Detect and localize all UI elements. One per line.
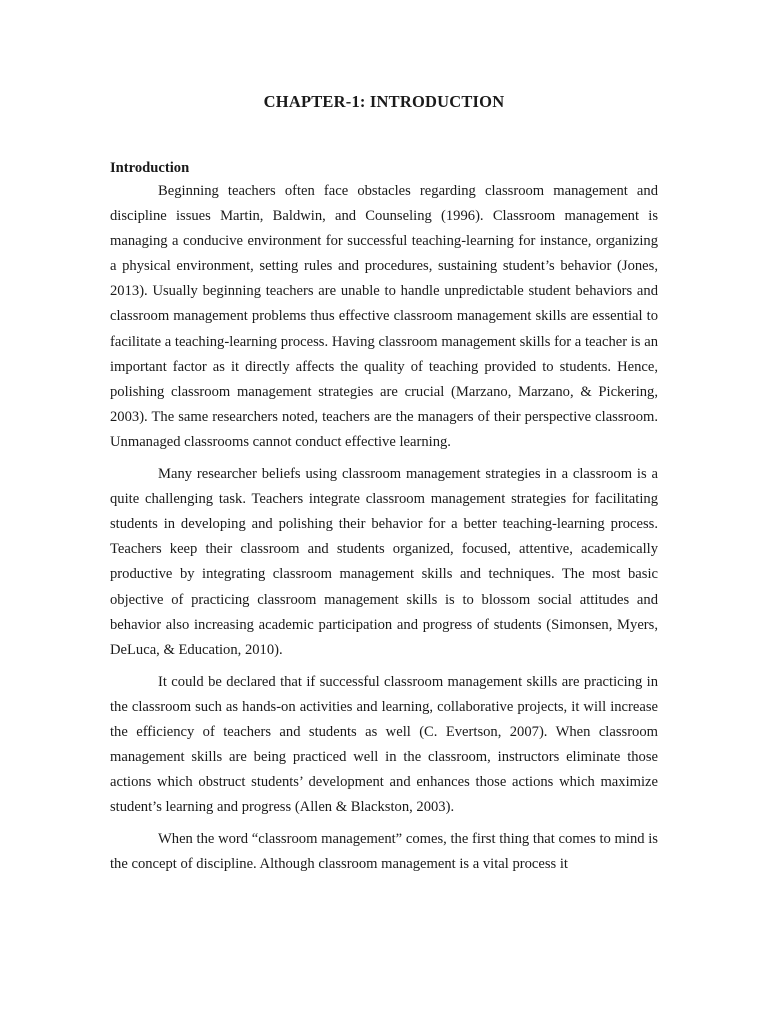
paragraph-3: It could be declared that if successful classroom management skills are practicing in the classroom such as hands-on activities and learning, collaborative projects, it will increase the efficiency of teachers and students as well (C. Evertson, 2007). When classroom management skills are being practiced well in the classroom, instructors eliminate those actions which obstruct students’ development and enhances those actions which maximize student’s learning and progress (Allen & Blackston, 2003). bbox=[110, 673, 658, 816]
section-heading: Introduction bbox=[110, 160, 190, 176]
paragraph-1: Beginning teachers often face obstacles regarding classroom management and discipline issues Martin, Baldwin, and Counseling (1996). Classroom management is managing a conducive environment for successful teaching-learning for instance, organizing a physical environment, setting rules and procedures, sustaining student’s behavior (Jones, 2013). Usually beginning teachers are unable to handle unpredictable student behaviors and classroom management problems thus effective classroom management skills are essential to facilitate a teaching-learning process. Having classroom management skills for a teacher is an important factor as it directly affects the quality of teaching provided to students. Hence, polishing classroom management strategies are crucial (Marzano, Marzano, & Pickering, 2003). The same researchers noted, teachers are the managers of their perspective classroom. Unmanaged classrooms cannot conduct effective learning. bbox=[110, 183, 658, 450]
paragraph-4: When the word “classroom management” comes, the first thing that comes to mind is the concept of discipline. Although classroom management is a vital process it bbox=[110, 831, 658, 873]
chapter-title: CHAPTER-1: INTRODUCTION bbox=[263, 92, 505, 111]
paragraph-2: Many researcher beliefs using classroom management strategies in a classroom is a quite challenging task. Teachers integrate classroom management strategies for facilitating students in developing and polishing their behavior for a better teaching-learning process. Teachers keep their classroom and students organized, focused, attentive, academically productive by integrating classroom management skills and techniques. The most basic objective of practicing classroom management skills is to blossom social attitudes and behavior also increasing academic participation and progress of students (Simonsen, Myers, DeLuca, & Education, 2010). bbox=[110, 466, 658, 658]
document-body bbox=[110, 157, 658, 878]
